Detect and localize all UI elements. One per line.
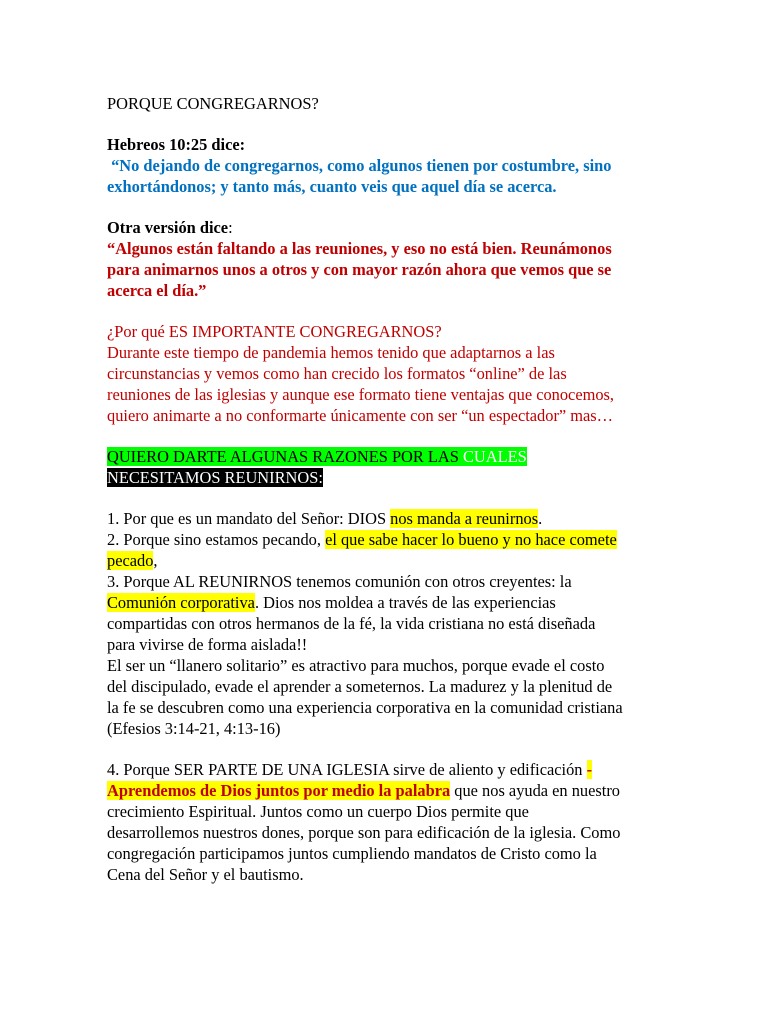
- why-body-line: quiero animarte a no conformarte únicamente con ser “un espectador” mas…: [107, 406, 614, 425]
- hebrews-reference: Hebreos 10:25 dice:: [107, 135, 246, 154]
- reason-text: 1. Por que es un mandato del Señor: DIOS: [107, 509, 391, 528]
- reason-item-1: [107, 509, 542, 530]
- reason-highlight: -: [586, 760, 593, 779]
- reason-text: 4. Porque SER PARTE DE UNA IGLESIA sirve de aliento y edificación: [107, 760, 587, 779]
- reason-item-4-cont: desarrollemos nuestros dones, porque son para edificación de la iglesia. Como: [107, 823, 621, 842]
- other-version-heading: [107, 218, 233, 239]
- hebrews-quote-line: “No dejando de congregarnos, como algunos tienen por costumbre, sino: [107, 156, 612, 175]
- why-body-line: reuniones de las iglesias y aunque ese formato tiene ventajas que conocemos,: [107, 385, 615, 404]
- reason-3-paragraph-line: la fe se descubren como una experiencia corporativa en la comunidad cristiana: [107, 698, 623, 717]
- why-body-line: Durante este tiempo de pandemia hemos tenido que adaptarnos a las: [107, 343, 555, 362]
- other-version-quote-line: para animarnos unos a otros y con mayor razón ahora que vemos que se: [107, 260, 612, 279]
- reason-text: ,: [153, 551, 158, 570]
- reason-item-2-cont: [107, 551, 158, 572]
- reason-highlight: Comunión corporativa: [107, 593, 255, 612]
- reason-highlight: pecado: [107, 551, 154, 570]
- reason-item-4-cont: crecimiento Espiritual. Juntos como un cuerpo Dios permite que: [107, 802, 529, 821]
- reason-text: . Dios nos moldea a través de las experiencias: [254, 593, 556, 612]
- reason-3-paragraph-line: (Efesios 3:14-21, 4:13-16): [107, 719, 281, 738]
- hebrews-quote-line: exhortándonos; y tanto más, cuanto veis que aquel día se acerca.: [107, 177, 557, 196]
- reason-item-4-cont: congregación participamos juntos cumpliendo mandatos de Cristo como la: [107, 844, 597, 863]
- reasons-heading-line: [107, 468, 323, 489]
- why-heading: ¿Por qué ES IMPORTANTE CONGREGARNOS?: [107, 322, 442, 341]
- reason-item-2: [107, 530, 617, 551]
- reason-highlight: Aprendemos de Dios juntos por medio la palabra: [107, 781, 451, 800]
- reason-3-paragraph-line: El ser un “llanero solitario” es atractivo para muchos, porque evade el costo: [107, 656, 605, 675]
- document-title: PORQUE CONGREGARNOS?: [107, 94, 319, 113]
- other-version-label: Otra versión dice: [107, 218, 229, 237]
- reasons-heading-part: QUIERO DARTE ALGUNAS RAZONES POR LAS: [107, 447, 463, 466]
- reason-item-3-cont: [107, 593, 556, 614]
- reasons-heading-cuales: CUALES: [462, 447, 527, 466]
- reason-text: que nos ayuda en nuestro: [450, 781, 620, 800]
- reason-text: 2. Porque sino estamos pecando,: [107, 530, 326, 549]
- reasons-heading-line: [107, 447, 527, 468]
- reason-highlight: nos manda a reunirnos: [390, 509, 539, 528]
- other-version-colon: :: [228, 218, 233, 237]
- reason-item-3-cont: compartidas con otros hermanos de la fé, la vida cristiana no está diseñada: [107, 614, 596, 633]
- why-body-line: circunstancias y vemos como han crecido los formatos “online” de las: [107, 364, 567, 383]
- reason-highlight: el que sabe hacer lo bueno y no hace comete: [325, 530, 617, 549]
- reason-3-paragraph-line: del discipulado, evade el aprender a someternos. La madurez y la plenitud de: [107, 677, 613, 696]
- reason-item-4-cont: Cena del Señor y el bautismo.: [107, 865, 304, 884]
- reasons-heading-part: NECESITAMOS REUNIRNOS:: [107, 468, 323, 487]
- reason-text: .: [538, 509, 543, 528]
- reason-item-4: [107, 760, 592, 781]
- reason-item-3: 3. Porque AL REUNIRNOS tenemos comunión con otros creyentes: la: [107, 572, 572, 591]
- reason-item-3-cont: para vivirse de forma aislada!!: [107, 635, 308, 654]
- other-version-quote-line: acerca el día.”: [107, 281, 207, 300]
- other-version-quote-line: “Algunos están faltando a las reuniones, y eso no está bien. Reunámonos: [107, 239, 612, 258]
- reason-item-4-cont: [107, 781, 620, 802]
